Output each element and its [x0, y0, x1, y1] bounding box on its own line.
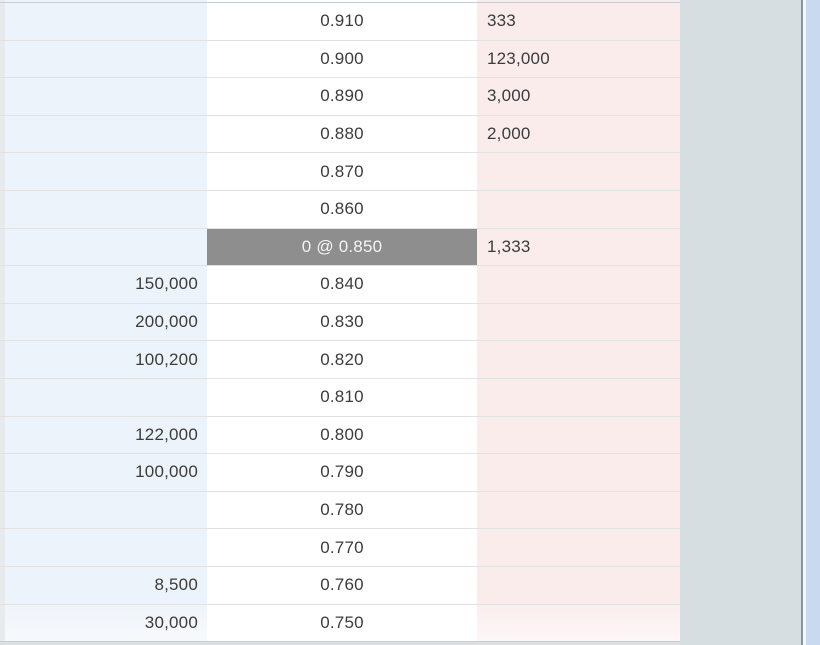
ask-size-cell[interactable]: 1,333 — [477, 229, 680, 266]
price-cell: 0.790 — [207, 454, 477, 491]
price-cell: 0.810 — [207, 379, 477, 416]
ladder-row — [0, 115, 680, 153]
ladder-row — [0, 265, 680, 303]
bid-size-cell[interactable]: 8,500 — [5, 567, 207, 604]
ask-size-cell[interactable] — [477, 153, 680, 190]
ladder-row — [0, 152, 680, 190]
bid-size-cell[interactable] — [5, 41, 207, 78]
bid-column-edge — [5, 0, 207, 2]
bid-size-cell[interactable] — [5, 492, 207, 529]
price-cell: 0.760 — [207, 567, 477, 604]
bid-size-cell[interactable] — [5, 191, 207, 228]
ladder-row — [0, 190, 680, 228]
ask-size-cell[interactable] — [477, 304, 680, 341]
price-cell: 0.840 — [207, 266, 477, 303]
price-cell: 0.820 — [207, 341, 477, 378]
ladder-rows — [0, 3, 680, 641]
price-cell: 0.800 — [207, 417, 477, 454]
price-cell: 0.780 — [207, 492, 477, 529]
price-cell: 0.880 — [207, 116, 477, 153]
bid-size-cell[interactable] — [5, 379, 207, 416]
ask-column-edge — [477, 0, 680, 2]
ask-size-cell[interactable]: 2,000 — [477, 116, 680, 153]
bid-size-cell[interactable] — [5, 116, 207, 153]
scrollbar-track[interactable] — [806, 0, 820, 645]
price-cell: 0.770 — [207, 529, 477, 566]
price-cell: 0.870 — [207, 153, 477, 190]
bid-size-cell[interactable] — [5, 3, 207, 40]
ask-size-cell[interactable] — [477, 379, 680, 416]
ladder-row — [0, 40, 680, 78]
ladder-row — [0, 228, 680, 266]
price-cell: 0.900 — [207, 41, 477, 78]
ask-size-cell[interactable]: 3,000 — [477, 78, 680, 115]
ladder-row — [0, 416, 680, 454]
bid-size-cell[interactable] — [5, 78, 207, 115]
ladder-row — [0, 566, 680, 604]
ladder-row — [0, 3, 680, 40]
position-indicator[interactable]: 0 @ 0.850 — [207, 229, 477, 266]
ladder-row — [0, 491, 680, 529]
bid-size-cell[interactable]: 100,200 — [5, 341, 207, 378]
bid-size-cell[interactable]: 150,000 — [5, 266, 207, 303]
ask-size-cell[interactable] — [477, 417, 680, 454]
bid-size-cell[interactable] — [5, 153, 207, 190]
ladder-row — [0, 340, 680, 378]
price-column-edge — [207, 0, 477, 2]
ask-size-cell[interactable] — [477, 492, 680, 529]
ask-size-cell[interactable] — [477, 454, 680, 491]
ask-size-cell[interactable] — [477, 341, 680, 378]
price-cell: 0.890 — [207, 78, 477, 115]
bid-size-cell[interactable]: 122,000 — [5, 417, 207, 454]
bid-size-cell[interactable]: 200,000 — [5, 304, 207, 341]
bid-size-cell[interactable]: 100,000 — [5, 454, 207, 491]
bid-size-cell[interactable]: 30,000 — [5, 605, 207, 642]
ask-size-cell[interactable] — [477, 191, 680, 228]
ask-size-cell[interactable] — [477, 605, 680, 642]
ask-size-cell[interactable] — [477, 567, 680, 604]
ladder-row — [0, 303, 680, 341]
ask-size-cell[interactable]: 333 — [477, 3, 680, 40]
bid-size-cell[interactable] — [5, 229, 207, 266]
ladder-row — [0, 378, 680, 416]
price-cell: 0.750 — [207, 605, 477, 642]
ask-size-cell[interactable] — [477, 529, 680, 566]
ladder-row — [0, 453, 680, 491]
ask-size-cell[interactable] — [477, 266, 680, 303]
price-cell: 0.830 — [207, 304, 477, 341]
ask-size-cell[interactable]: 123,000 — [477, 41, 680, 78]
ladder-row — [0, 604, 680, 642]
ladder-row — [0, 77, 680, 115]
bottom-edge — [0, 641, 680, 645]
bid-size-cell[interactable] — [5, 529, 207, 566]
right-panel — [680, 0, 801, 645]
ladder-row — [0, 528, 680, 566]
price-cell: 0.910 — [207, 3, 477, 40]
price-cell: 0.860 — [207, 191, 477, 228]
